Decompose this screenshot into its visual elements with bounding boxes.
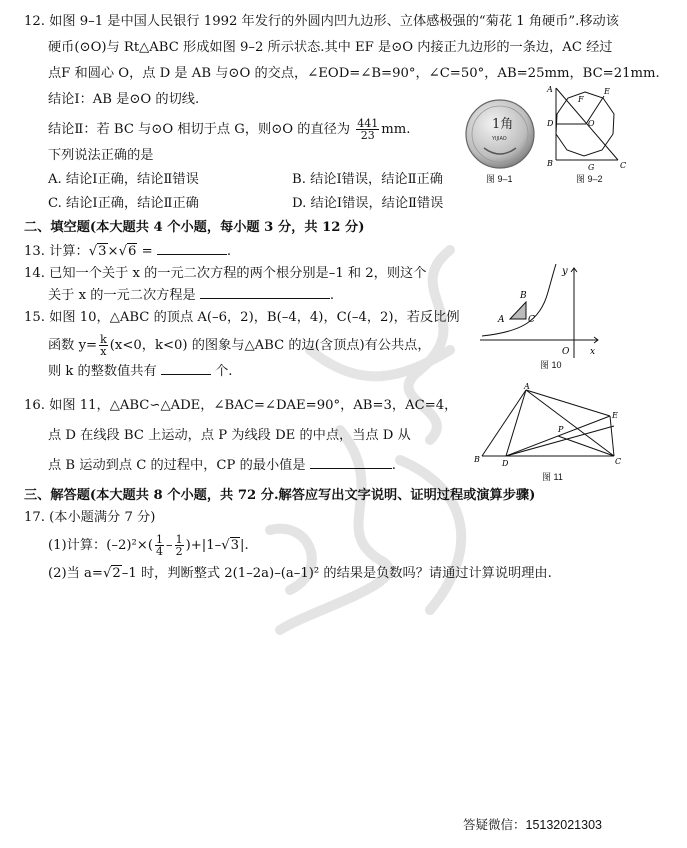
figure-9-2-caption: 图 9–2 [576, 174, 603, 184]
fig92-label-e: E [604, 87, 610, 96]
q17-f1-num: 1 [156, 533, 163, 546]
q12-c2-num: 441 [357, 117, 379, 130]
q15-fraction [99, 334, 108, 357]
q16-answer-blank[interactable] [310, 458, 392, 469]
q13-radicand-2: 6 [128, 244, 137, 259]
q17-title: 17. (本小题满分 7 分) [24, 510, 156, 525]
figure-9-1-caption: 图 9–1 [486, 174, 513, 184]
q14-line1: 14. 已知一个关于 x 的一元二次方程的两个根分别是–1 和 2，则这个 [24, 266, 427, 281]
q17-part-1: (1)计算：(–2)²×( $\frac{1}{4}$ – $\frac{1}{2}$ )+|1–√3|. [48, 533, 249, 558]
figure-11-diagram [474, 382, 624, 472]
q17-fraction-2 [175, 534, 184, 557]
q15-l3-prefix: 则 k 的整数值共有 [48, 364, 157, 379]
q13-prefix: 13. 计算： [24, 244, 89, 259]
q16-line1: 16. 如图 11，△ABC∽△ADE，∠BAC=∠DAE=90°，AB=3，AC=4， [24, 398, 458, 413]
fig92-label-b: B [547, 159, 553, 168]
fig10-label-x: x [590, 347, 596, 357]
fig92-label-f: F [578, 95, 584, 104]
q17-p1-prefix: (1)计算：(–2)²×( [48, 538, 153, 553]
q13: 13. 计算：√3×√6 = . [24, 244, 232, 259]
q12-c2-fraction [356, 118, 379, 141]
q12-line1: 12. 如图 9–1 是中国人民银行 1992 年发行的外圆内凹九边形、立体感极强的“菊花 1 角硬币”.移动该 [24, 14, 619, 29]
q14-line2: 关于 x 的一元二次方程是 . [48, 288, 335, 303]
section-2-heading: 二、填空题(本大题共 4 个小题，每小题 3 分，共 12 分) [24, 220, 365, 235]
coin-subtext: YIJIAO [492, 136, 507, 142]
fig92-label-c: C [620, 161, 627, 170]
q12-option-a: A. 结论Ⅰ正确，结论Ⅱ错误 [48, 172, 199, 187]
q12-c2-den: 23 [360, 129, 375, 142]
q13-answer-blank[interactable] [157, 244, 227, 255]
q17-p2-prefix: (2)当 a= [48, 566, 103, 581]
q17-fraction-1 [155, 534, 164, 557]
q15-num: k [100, 333, 107, 346]
q12-option-d: D. 结论Ⅰ错误，结论Ⅱ错误 [292, 196, 444, 211]
q12-conclusion-1: 结论Ⅰ：AB 是⊙O 的切线. [48, 92, 200, 107]
fig92-label-g: G [588, 163, 595, 172]
fig11-label-a: A [524, 382, 530, 391]
fig10-label-b: B [520, 291, 527, 301]
q17-f2-num: 1 [175, 533, 183, 546]
section-3-heading: 三、解答题(本大题共 8 个小题，共 72 分.解答应写出文字说明、证明过程或演算步骤) [24, 488, 536, 503]
fig11-label-b: B [474, 455, 480, 464]
fig10-label-c: C [528, 315, 535, 325]
q14-answer-blank[interactable] [200, 288, 330, 299]
figure-10-diagram [470, 262, 610, 362]
q17-p1-mid: )+|1– [185, 538, 222, 553]
q15-l2-prefix: 函数 y= [48, 338, 98, 353]
q15-line1: 15. 如图 10，△ABC 的顶点 A(–6，2)，B(–4，4)，C(–4，2)，若反比例 [24, 310, 460, 325]
q12-c2-suffix: mm. [381, 122, 411, 137]
q17-p1-end: |. [240, 538, 249, 553]
q16-line3: 点 B 运动到点 C 的过程中，CP 的最小值是 . [48, 458, 396, 473]
q16-line3-text: 点 B 运动到点 C 的过程中，CP 的最小值是 [48, 458, 306, 473]
fig11-label-p: P [558, 425, 564, 434]
fig92-label-o: O [588, 119, 595, 128]
figure-9-2-diagram [544, 82, 636, 174]
q15-answer-blank[interactable] [161, 364, 211, 375]
q12-option-c: C. 结论Ⅰ正确，结论Ⅱ正确 [48, 196, 199, 211]
fig92-label-d: D [547, 119, 554, 128]
q15-l3-suffix: 个. [215, 364, 233, 379]
q12-prompt: 下列说法正确的是 [48, 148, 154, 163]
q13-times: × [107, 244, 119, 259]
fig10-label-o: O [562, 347, 570, 357]
q13-radicand-1: 3 [98, 244, 107, 259]
q12-c2-prefix: 结论Ⅱ：若 BC 与⊙O 相切于点 G，则⊙O 的直径为 [48, 122, 351, 137]
q15-line2 [48, 334, 431, 357]
q13-equals: = [137, 244, 157, 259]
q17-f1-den: 4 [156, 545, 163, 558]
q17-p1-minus: – [166, 538, 173, 553]
q15-line3 [48, 364, 232, 380]
footer-contact: 答疑微信：15132021303 [463, 818, 602, 832]
q17-part-2: (2)当 a=√2–1 时，判断整式 2(1–2a)–(a–1)² 的结果是负数吗？请通过计算说明理由. [48, 566, 552, 581]
q17-p2-radicand: 2 [112, 566, 121, 581]
fig11-label-e: E [612, 411, 618, 420]
figure-10-caption: 图 10 [540, 360, 562, 370]
q16-line2: 点 D 在线段 BC 上运动，点 P 为线段 DE 的中点，当点 D 从 [48, 428, 411, 443]
q14-line2-text: 关于 x 的一元二次方程是 [48, 288, 196, 303]
fig11-label-d: D [502, 459, 509, 468]
figure-9-1-coin [462, 98, 538, 170]
fig11-label-c: C [615, 457, 622, 466]
q17-p2-suffix: –1 时，判断整式 2(1–2a)–(a–1)² 的结果是负数吗？请通过计算说明理由. [121, 566, 552, 581]
q12-conclusion-2 [48, 118, 410, 141]
q15-den: x [100, 345, 107, 358]
q12-line3: 点F 和圆心 O，点 D 是 AB 与⊙O 的交点，∠EOD=∠B=90°，∠C=50°，AB=25mm，BC=21mm. [48, 66, 660, 81]
q12-option-b: B. 结论Ⅰ错误，结论Ⅱ正确 [292, 172, 443, 187]
figure-11-caption: 图 11 [542, 472, 563, 482]
coin-denomination: 1角 [492, 117, 514, 132]
q17-f2-den: 2 [175, 545, 183, 558]
q15-l2-suffix: (x<0，k<0) 的图象与△ABC 的边(含顶点)有公共点， [109, 338, 431, 353]
fig10-label-a: A [498, 315, 505, 325]
fig10-label-y: y [562, 266, 568, 277]
q17-p1-radicand: 3 [230, 538, 240, 553]
fig92-label-a: A [547, 85, 553, 94]
q12-line2: 硬币(⊙O)与 Rt△ABC 形成如图 9–2 所示状态.其中 EF 是⊙O 内接正九边形的一条边，AC 经过 [48, 40, 613, 55]
